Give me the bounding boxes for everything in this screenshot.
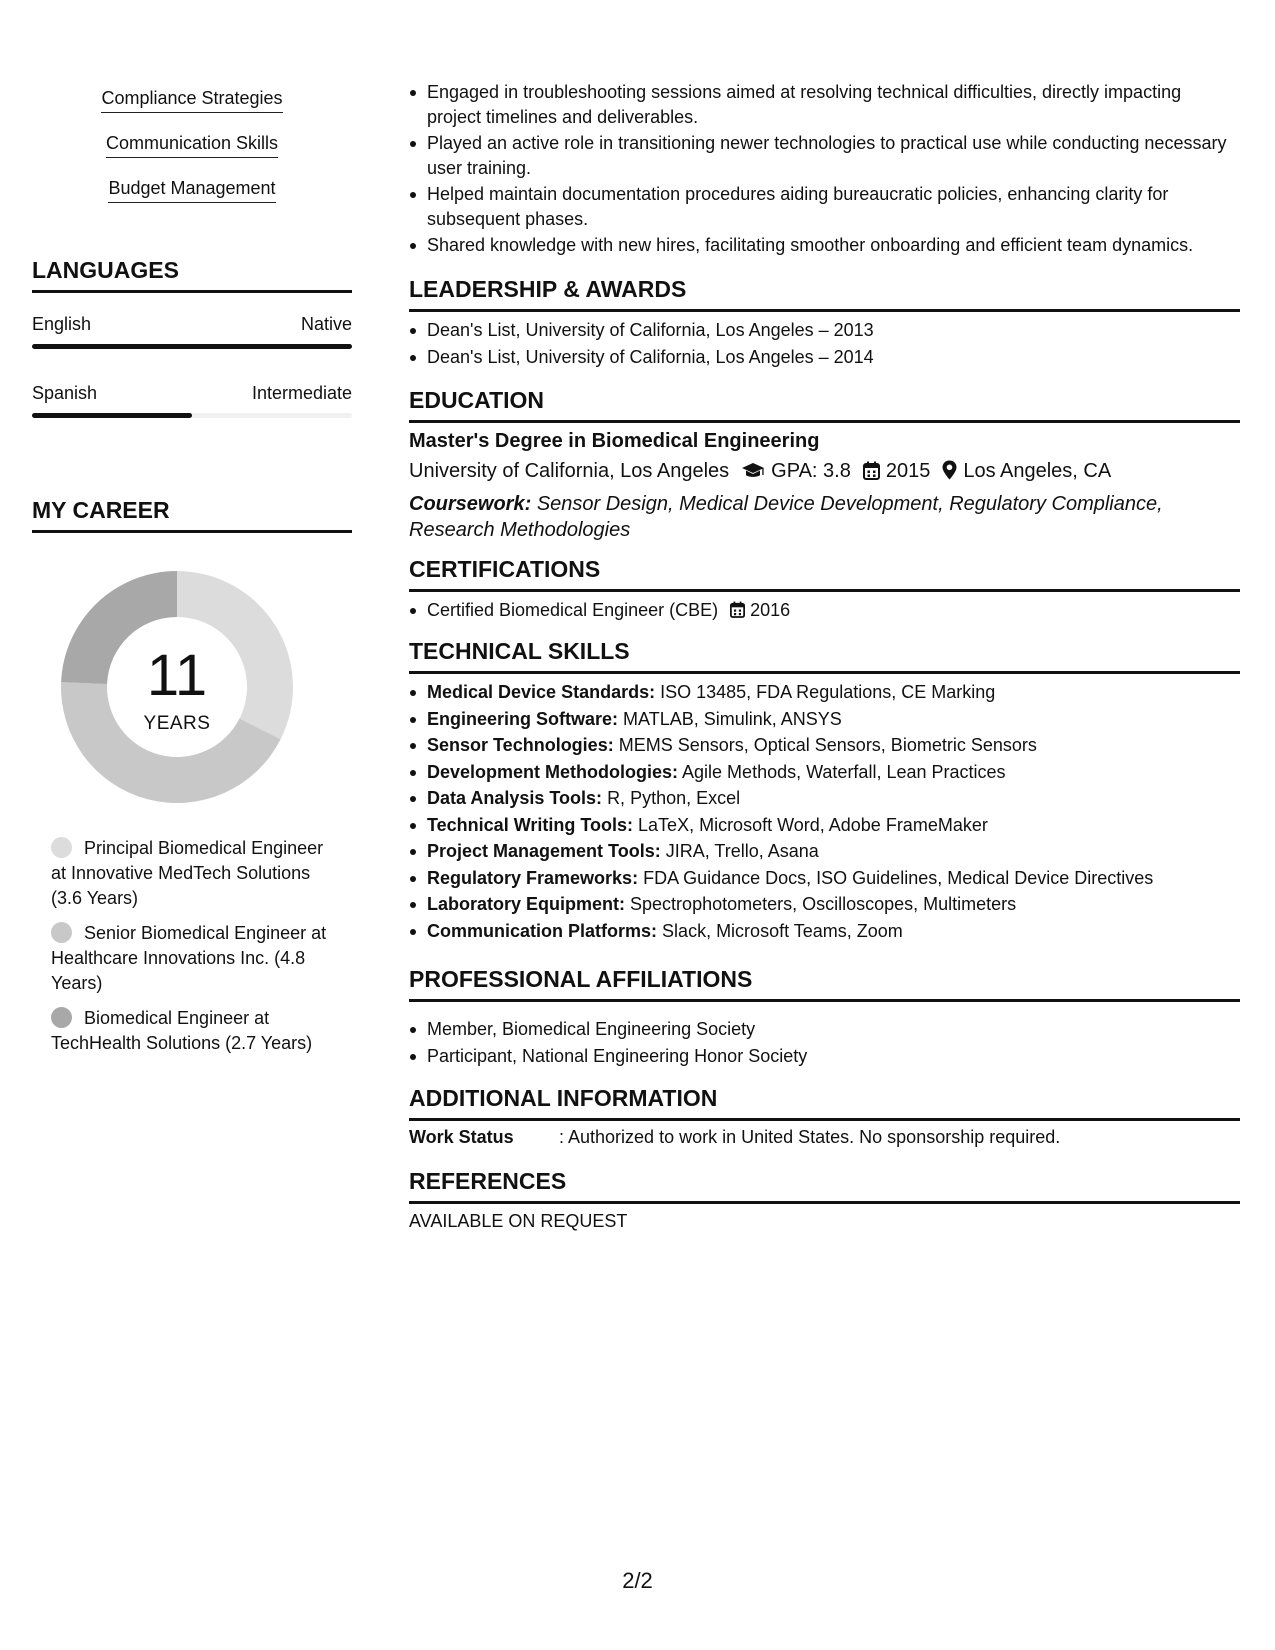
skill-category: Data Analysis Tools: — [427, 788, 603, 808]
languages-heading: LANGUAGES — [32, 257, 352, 293]
language-row — [32, 314, 352, 336]
skill-tag — [32, 178, 352, 203]
career-legend-item — [51, 836, 341, 911]
skill-tag — [32, 133, 352, 158]
certification-name: Certified Biomedical Engineer (CBE) — [427, 600, 719, 620]
skill-item — [409, 919, 1240, 944]
education-heading: EDUCATION — [409, 387, 1240, 423]
skill-values: MEMS Sensors, Optical Sensors, Biometric Sensors — [618, 735, 1037, 755]
gpa: GPA: 3.8 — [771, 460, 851, 482]
skill-values: R, Python, Excel — [607, 788, 741, 808]
language-bar-fill — [32, 413, 192, 418]
calendar-icon — [863, 461, 880, 486]
coursework-label: Coursework: — [409, 493, 532, 515]
award-item: Dean's List, University of California, Los Angeles – 2014 — [409, 345, 1240, 370]
language-name: Spanish — [32, 383, 98, 403]
work-status — [409, 1127, 1060, 1148]
skill-values: LaTeX, Microsoft Word, Adobe FrameMaker — [638, 814, 988, 835]
skill-category: Development Methodologies: — [427, 761, 679, 782]
skill-item — [409, 707, 1240, 732]
technical-skills-list — [409, 680, 1240, 945]
skill-tag-label: Communication Skills — [106, 133, 278, 158]
education-location: Los Angeles, CA — [963, 460, 1112, 482]
references-text: AVAILABLE ON REQUEST — [409, 1211, 628, 1231]
language-name: English — [32, 314, 92, 334]
additional-info-heading: ADDITIONAL INFORMATION — [409, 1085, 1240, 1121]
certification-year: 2016 — [750, 600, 791, 620]
legend-label: Principal Biomedical Engineer at Innovative MedTech Solutions (3.6 Years) — [51, 838, 324, 908]
skill-values: FDA Guidance Docs, ISO Guidelines, Medical Device Directives — [643, 867, 1154, 888]
experience-bullet: Helped maintain documentation procedures aiding bureaucratic policies, enhancing clarity for subsequent phases. — [409, 182, 1240, 231]
language-level: Intermediate — [251, 383, 352, 403]
legend-dot — [51, 922, 72, 943]
affiliations-list — [409, 1017, 1240, 1070]
graduation-cap-icon — [741, 462, 765, 486]
skill-category: Sensor Technologies: — [427, 735, 614, 755]
location-pin-icon — [942, 460, 957, 486]
certifications-list — [409, 598, 1240, 627]
experience-bullet: Engaged in troubleshooting sessions aimed at resolving technical difficulties, directly impacting project timelines and deliverables. — [409, 80, 1240, 129]
award-item: Dean's List, University of California, Los Angeles – 2013 — [409, 318, 1240, 343]
language-row — [32, 383, 352, 405]
affiliation-item: Member, Biomedical Engineering Society — [409, 1017, 1240, 1042]
certification-item — [409, 598, 1240, 625]
education-details — [409, 460, 1111, 486]
skill-item — [409, 733, 1240, 758]
skill-category: Medical Device Standards: — [427, 682, 656, 702]
experience-bullet-list — [409, 80, 1240, 260]
legend-label: Biomedical Engineer at TechHealth Solutions (2.7 Years) — [51, 1008, 313, 1053]
skill-values: MATLAB, Simulink, ANSYS — [623, 708, 842, 729]
language-bar — [32, 344, 352, 349]
skill-values: JIRA, Trello, Asana — [665, 841, 819, 861]
references-heading: REFERENCES — [409, 1168, 1240, 1204]
career-legend-item — [51, 921, 341, 996]
certifications-heading: CERTIFICATIONS — [409, 556, 1240, 592]
career-heading: MY CAREER — [32, 497, 352, 533]
work-status-value: : Authorized to work in United States. No sponsorship required. — [559, 1127, 1061, 1147]
skill-item — [409, 786, 1240, 811]
skill-item — [409, 866, 1240, 891]
skill-category: Technical Writing Tools: — [427, 814, 634, 835]
graduation-year: 2015 — [885, 460, 931, 482]
skill-item — [409, 680, 1240, 705]
skill-item — [409, 892, 1240, 917]
skill-item — [409, 813, 1240, 838]
page-number: 2/2 — [622, 1568, 653, 1593]
legend-dot — [51, 1007, 72, 1028]
language-bar — [32, 413, 352, 418]
skill-values: ISO 13485, FDA Regulations, CE Marking — [660, 682, 996, 702]
skill-tag-label: Budget Management — [108, 178, 275, 203]
experience-bullet: Played an active role in transitioning newer technologies to practical use while conducting necessary user training. — [409, 131, 1240, 180]
affiliations-heading: PROFESSIONAL AFFILIATIONS — [409, 966, 1240, 1002]
technical-skills-heading: TECHNICAL SKILLS — [409, 638, 1240, 674]
skill-category: Communication Platforms: — [427, 920, 658, 941]
affiliation-item: Participant, National Engineering Honor Society — [409, 1044, 1240, 1069]
skill-category: Laboratory Equipment: — [427, 894, 626, 914]
language-level: Native — [300, 314, 352, 334]
skill-category: Regulatory Frameworks: — [427, 867, 639, 888]
career-legend-item — [51, 1006, 341, 1056]
career-total-years: 11 — [146, 643, 208, 708]
coursework-text: Sensor Design, Medical Device Development, Regulatory Compliance, Research Methodologies — [409, 493, 1163, 541]
leadership-heading: LEADERSHIP & AWARDS — [409, 276, 1240, 312]
skill-values: Agile Methods, Waterfall, Lean Practices — [682, 761, 1006, 782]
skill-category: Project Management Tools: — [427, 841, 661, 861]
language-bar-fill — [32, 344, 352, 349]
skill-values: Spectrophotometers, Oscilloscopes, Multimeters — [630, 894, 1017, 914]
legend-dot — [51, 837, 72, 858]
skill-item — [409, 839, 1240, 864]
leadership-list — [409, 318, 1240, 371]
calendar-icon — [730, 600, 745, 625]
legend-label: Senior Biomedical Engineer at Healthcare Innovations Inc. (4.8 Years) — [51, 923, 327, 993]
coursework — [409, 491, 1209, 543]
skill-tag — [32, 88, 352, 113]
career-total-unit: YEARS — [143, 713, 211, 734]
experience-bullet: Shared knowledge with new hires, facilitating smoother onboarding and efficient team dynamics. — [409, 233, 1240, 258]
skill-values: Slack, Microsoft Teams, Zoom — [662, 920, 903, 941]
degree-title: Master's Degree in Biomedical Engineering — [409, 430, 820, 452]
school-name: University of California, Los Angeles — [409, 460, 730, 482]
work-status-label: Work Status — [409, 1127, 514, 1147]
skill-item — [409, 760, 1240, 785]
skill-category: Engineering Software: — [427, 708, 619, 729]
skill-tag-label: Compliance Strategies — [101, 88, 282, 113]
